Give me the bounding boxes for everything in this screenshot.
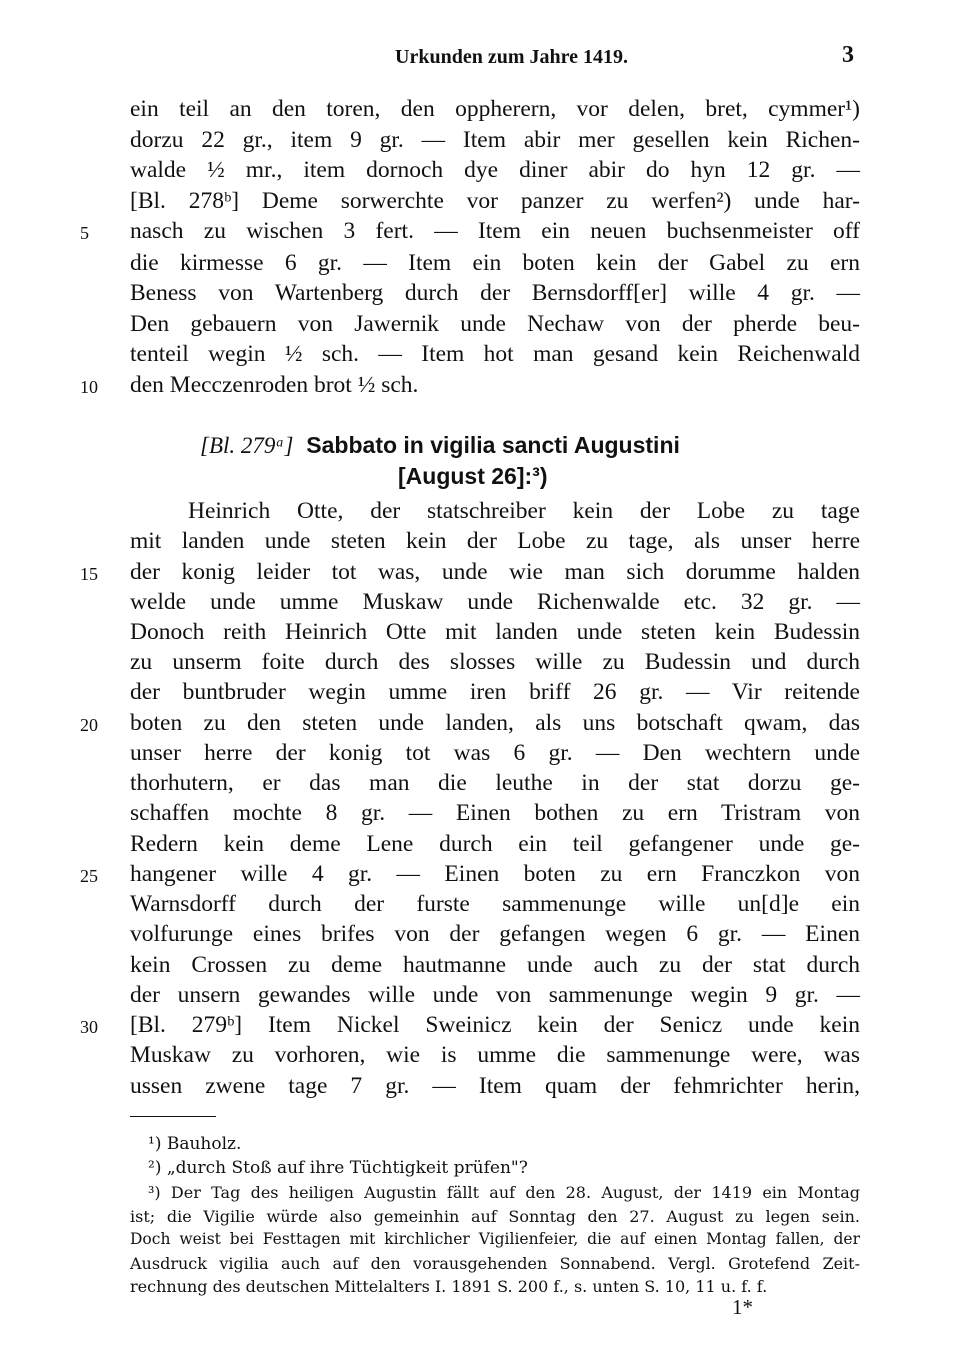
text-line: der buntbruder wegin umme iren briff 26 gr. — Vir reitende (130, 679, 860, 705)
text-line: Donoch reith Heinrich Otte mit landen unde steten kein Budessin (130, 619, 860, 645)
text-line: mit landen unde steten kein der Lobe zu tage, als unser herre (130, 528, 860, 554)
line-number: 25 (80, 866, 98, 886)
text-line: die kirmesse 6 gr. — Item ein boten kein der Gabel zu ern (130, 250, 860, 276)
text-line: ussen zwene tage 7 gr. — Item quam der fehmrichter herin, (130, 1073, 860, 1099)
text-line: boten zu den steten unde landen, als uns botschaft qwam, das (130, 710, 860, 736)
text-line: ein teil an den toren, den oppherern, vor delen, bret, cymmer¹) (130, 96, 860, 122)
line-number: 5 (80, 223, 89, 243)
footnote-separator (130, 1116, 216, 1117)
text-line: thorhutern, er das man die leuthe in der stat dorzu ge- (130, 770, 860, 796)
footnote: Doch weist bei Festtagen mit kirchlicher Vigilienfeier, die auf einen Montag fallen, der (130, 1230, 860, 1248)
line-number: 15 (80, 564, 98, 584)
section-heading (200, 430, 880, 461)
text-line: schaffen mochte 8 gr. — Einen bothen zu ern Tristram von (130, 800, 860, 826)
footnote: ²) „durch Stoß auf ihre Tüchtigkeit prüfen"? (148, 1158, 528, 1178)
text-line: volfurunge eines brifes von der gefangen wegen 6 gr. — Einen (130, 921, 860, 947)
text-line: der unsern gewandes wille unde von sammenunge wegin 9 gr. — (130, 982, 860, 1008)
text-line: kein Crossen zu deme hautmanne unde auch zu der stat durch (130, 952, 860, 978)
text-line: der konig leider tot was, unde wie man sich dorumme halden (130, 559, 860, 585)
text-line: nasch zu wischen 3 fert. — Item ein neuen buchsenmeister off (130, 218, 860, 244)
footnote: ist; die Vigilie würde also gemeinhin auf Sonntag den 27. August zu legen sein. (130, 1207, 860, 1226)
line-number: 30 (80, 1017, 98, 1037)
page-header (0, 42, 960, 78)
text-line: Muskaw zu vorhoren, wie is umme die sammenunge were, was (130, 1042, 860, 1068)
text-line: Beness von Wartenberg durch der Bernsdorff[er] wille 4 gr. — (130, 280, 860, 306)
text-line: Heinrich Otte, der statschreiber kein der Lobe zu tage (188, 498, 860, 524)
text-line: unser herre der konig tot was 6 gr. — Den wechtern unde (130, 740, 860, 766)
heading-title: Sabbato in vigilia sancti Augustini (306, 432, 680, 458)
text-line: Warnsdorff durch der furste sammenunge wille un[d]e ein (130, 891, 860, 917)
text-line: zu unserm foite durch des slosses wille zu Budessin und durch (130, 649, 860, 675)
text-line: tenteil wegin ½ sch. — Item hot man gesand kein Reichenwald (130, 341, 860, 367)
running-title: Urkunden zum Jahre 1419. (395, 46, 628, 68)
line-number: 20 (80, 715, 98, 735)
text-line: Den gebauern von Jawernik unde Nechaw von der pherde beu- (130, 311, 860, 337)
heading-date: [August 26]:³) (398, 463, 548, 489)
footnote: rechnung des deutschen Mittelalters I. 1891 S. 200 f., s. unten S. 10, 11 u. f. f. (130, 1277, 768, 1296)
text-line: Redern kein deme Lene durch ein teil gefangener unde ge- (130, 831, 860, 857)
text-line: [Bl. 278ᵇ] Deme sorwerchte vor panzer zu werfen²) unde har- (130, 188, 860, 214)
page-number: 3 (842, 42, 854, 68)
text-line: walde ½ mr., item dornoch dye diner abir do hyn 12 gr. — (130, 157, 860, 183)
footnote: ¹) Bauholz. (148, 1134, 242, 1154)
folio-reference: [Bl. 279ᵃ] (200, 433, 294, 458)
text-line: [Bl. 279ᵇ] Item Nickel Sweinicz kein der Senicz unde kein (130, 1012, 860, 1038)
text-line: dorzu 22 gr., item 9 gr. — Item abir mer gesellen kein Richen- (130, 127, 860, 153)
line-number: 10 (80, 377, 98, 397)
footnote: Ausdruck vigilia auch auf den vorausgehenden Sonnabend. Vergl. Grotefend Zeit- (130, 1254, 860, 1273)
signature-mark: 1* (732, 1295, 753, 1319)
text-line: welde unde umme Muskaw unde Richenwalde etc. 32 gr. — (130, 589, 860, 615)
text-line: hangener wille 4 gr. — Einen boten zu ern Franczkon von (130, 861, 860, 887)
footnote: ³) Der Tag des heiligen Augustin fällt auf den 28. August, der 1419 ein Montag (148, 1183, 860, 1202)
text-line: den Mecczenroden brot ½ sch. (130, 372, 419, 398)
